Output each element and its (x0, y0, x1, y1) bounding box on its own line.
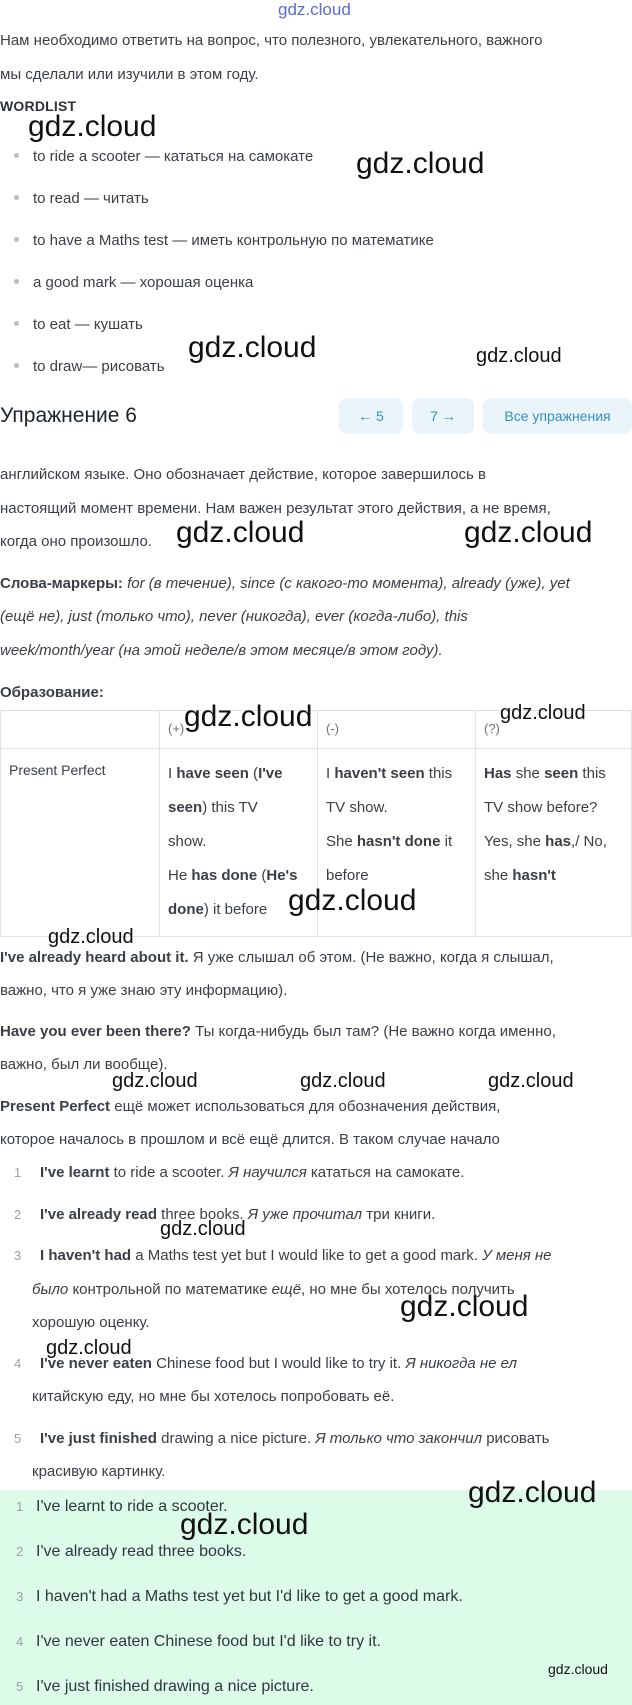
intro-line-2: мы сделали или изучили в этом году. (0, 66, 259, 83)
list-item-3-line-2: было контрольной по математике ещё, но мне бы хотелось получить (32, 1281, 515, 1298)
theory-line-2: настоящий момент времени. Нам важен результат этого действия, а не время, (0, 500, 551, 517)
bullet-icon (14, 363, 19, 368)
list-item-5-line-2: красивую картинку. (32, 1463, 166, 1480)
wordlist-item: to draw— рисовать (14, 358, 165, 375)
answer-line: 2 I've already read three books. (16, 1543, 247, 1560)
watermark: gdz.cloud (356, 147, 485, 180)
list-item: 1 I've learnt to ride a scooter. Я научился кататься на самокате. (14, 1164, 465, 1181)
list-item: 5 I've just finished drawing a nice picture. Я только что закончил рисовать (14, 1430, 550, 1447)
watermark: gdz.cloud (48, 926, 134, 948)
theory-line-1: английском языке. Оно обозначает действие, которое завершилось в (0, 466, 486, 483)
example-2: Have you ever been there? Ты когда-нибудь был там? (Не важно когда именно, (0, 1023, 556, 1040)
watermark: gdz.cloud (464, 516, 593, 549)
wordlist-item: to eat — кушать (14, 316, 143, 333)
wordlist-item: a good mark — хорошая оценка (14, 274, 253, 291)
row-label: Present Perfect (1, 749, 160, 937)
watermark: gdz.cloud (184, 700, 313, 733)
list-item: 3 I haven't had a Maths test yet but I would like to get a good mark. У меня не (14, 1247, 552, 1264)
watermark: gdz.cloud (46, 1337, 132, 1359)
markers-line-1: Слова-маркеры: for (в течение), since (с какого-то момента), already (уже), yet (0, 575, 570, 592)
bullet-icon (14, 279, 19, 284)
markers-line-3: week/month/year (на этой неделе/в этом месяце/в этом году). (0, 642, 443, 659)
watermark: gdz.cloud (476, 345, 562, 367)
example-3: Present Perfect ещё может использоваться для обозначения действия, (0, 1098, 501, 1115)
cell-negative: I haven't seen this TV show. She hasn't done it before (318, 749, 476, 937)
watermark: gdz.cloud (180, 1508, 309, 1541)
answer-line: 4 I've never eaten Chinese food but I'd like to try it. (16, 1633, 381, 1650)
answer-line: 3 I haven't had a Maths test yet but I'd like to get a good mark. (16, 1588, 463, 1605)
wordlist-title: WORDLIST (0, 98, 77, 114)
watermark: gdz.cloud (468, 1476, 597, 1509)
cell-positive: I have seen (I've seen) this TV show. He has done (He's done) it before (160, 749, 318, 937)
exercise-title: Упражнение 6 (0, 404, 137, 427)
next-exercise-button[interactable]: 7 → (412, 398, 474, 434)
cell-question: Has she seen this TV show before? Yes, she has,/ No, she hasn't (476, 749, 632, 937)
watermark: gdz.cloud (160, 1218, 246, 1240)
watermark: gdz.cloud (500, 702, 586, 724)
watermark: gdz.cloud (488, 1070, 574, 1092)
prev-exercise-button[interactable]: ← 5 (339, 398, 403, 434)
theory-line-3: когда оно произошло. (0, 533, 152, 550)
example-2-line-2: важно, был ли вообще). (0, 1056, 168, 1073)
watermark: gdz.cloud (28, 110, 157, 143)
wordlist-item: to ride a scooter — кататься на самокате (14, 148, 313, 165)
watermark: gdz.cloud (400, 1290, 529, 1323)
col-positive: (+) (160, 711, 318, 749)
wordlist-item: to read — читать (14, 190, 149, 207)
formation-label: Образование: (0, 684, 104, 701)
watermark: gdz.cloud (112, 1070, 198, 1092)
list-item: 4 I've never eaten Chinese food but I would like to try it. Я никогда не ел (14, 1355, 517, 1372)
watermark: gdz.cloud (548, 1661, 608, 1677)
watermark: gdz.cloud (176, 516, 305, 549)
list-item-3-line-3: хорошую оценку. (32, 1314, 150, 1331)
answer-line: 1 I've learnt to ride a scooter. (16, 1498, 228, 1515)
list-item-4-line-2: китайскую еду, но мне бы хотелось попробовать её. (32, 1388, 395, 1405)
intro-line-1: Нам необходимо ответить на вопрос, что полезного, увлекательного, важного (0, 32, 543, 49)
all-exercises-button[interactable]: Все упражнения (483, 398, 632, 434)
site-logo: gdz.cloud (278, 0, 351, 19)
example-1: I've already heard about it. Я уже слышал об этом. (Не важно, когда я слышал, (0, 949, 554, 966)
col-question: (?) (476, 711, 632, 749)
answer-line: 5 I've just finished drawing a nice picture. (16, 1678, 314, 1695)
watermark: gdz.cloud (300, 1070, 386, 1092)
bullet-icon (14, 237, 19, 242)
example-1-line-2: важно, что я уже знаю эту информацию). (0, 982, 288, 999)
col-negative: (-) (318, 711, 476, 749)
bullet-icon (14, 153, 19, 158)
watermark: gdz.cloud (188, 331, 317, 364)
bullet-icon (14, 321, 19, 326)
bullet-icon (14, 195, 19, 200)
list-item: 2 I've already read three books. Я уже прочитал три книги. (14, 1206, 436, 1223)
example-3-line-2: которое началось в прошлом и всё ещё длится. В таком случае начало (0, 1131, 500, 1148)
wordlist-item: to have a Maths test — иметь контрольную по математике (14, 232, 434, 249)
watermark: gdz.cloud (288, 884, 417, 917)
markers-line-2: (ещё не), just (только что), never (никогда), ever (когда-либо), this (0, 608, 468, 625)
